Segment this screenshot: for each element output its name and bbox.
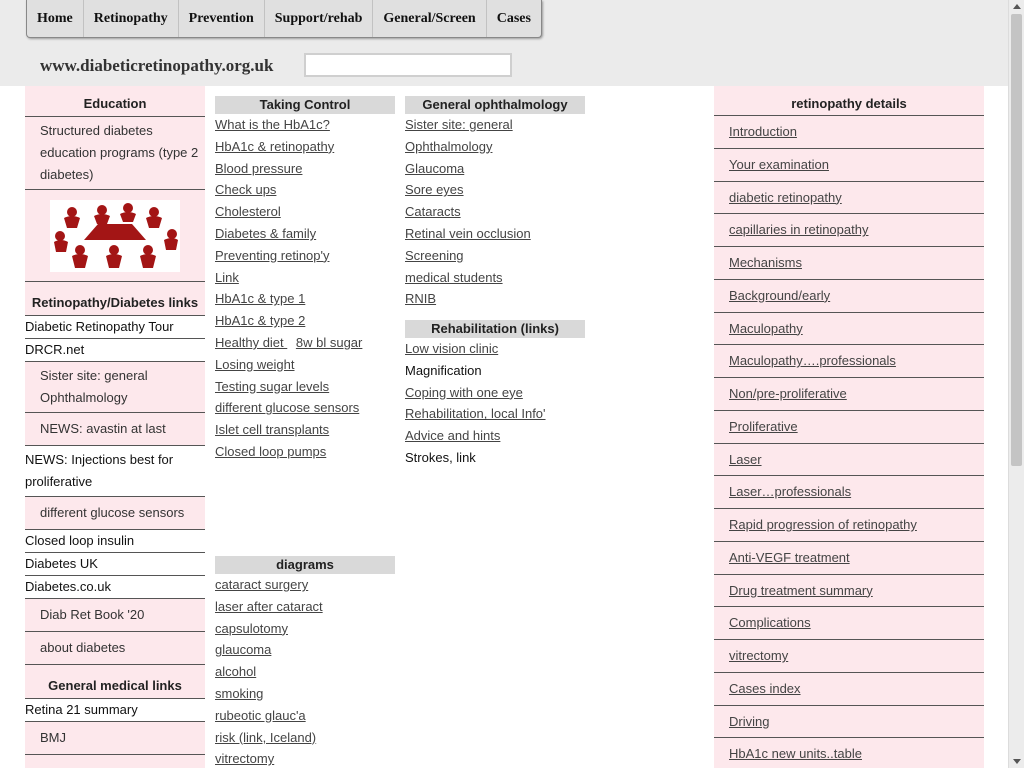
taking-control-heading: Taking Control bbox=[215, 96, 395, 114]
search-input[interactable] bbox=[304, 53, 512, 77]
details-item[interactable]: Drug treatment summary bbox=[714, 575, 984, 608]
people-group-logo-icon[interactable] bbox=[50, 200, 180, 272]
diagram-link[interactable]: glaucoma bbox=[215, 642, 272, 658]
diab-ret-book-link[interactable]: Diab Ret Book '20 bbox=[25, 599, 205, 632]
main-nav bbox=[26, 0, 542, 38]
tc-link[interactable]: Cholesterol bbox=[215, 204, 281, 220]
nav-home[interactable]: Home bbox=[37, 11, 73, 26]
details-item[interactable]: HbA1c new units..table bbox=[714, 738, 984, 768]
tc-link[interactable]: different glucose sensors bbox=[215, 400, 360, 416]
closed-loop-link[interactable]: Closed loop insulin bbox=[25, 530, 205, 553]
tc-link[interactable]: Diabetes & family bbox=[215, 225, 317, 241]
ophth-link[interactable]: Ophthalmology bbox=[405, 138, 493, 154]
about-diabetes-link[interactable]: about diabetes bbox=[25, 632, 205, 665]
coping-link[interactable]: Coping with one eye bbox=[405, 384, 523, 400]
rehabilitation-heading: Rehabilitation (links) bbox=[405, 320, 585, 338]
tc-link[interactable]: What is the HbA1c? bbox=[215, 117, 330, 132]
site-title: www.diabeticretinopathy.org.uk bbox=[40, 56, 274, 75]
diagram-link[interactable]: vitrectomy bbox=[215, 751, 275, 767]
ophth-link[interactable]: Screening bbox=[405, 247, 464, 263]
nav-support-rehab[interactable]: Support/rehab bbox=[264, 0, 373, 37]
vertical-scrollbar[interactable] bbox=[1008, 0, 1024, 768]
tc-link[interactable]: Closed loop pumps bbox=[215, 443, 327, 459]
details-item[interactable]: Cases index bbox=[714, 673, 984, 706]
bmj-link[interactable]: BMJ bbox=[25, 722, 205, 755]
ophth-link[interactable]: medical students bbox=[405, 269, 503, 285]
tc-link[interactable]: HbA1c & type 1 bbox=[215, 291, 306, 307]
tc-link[interactable]: HbA1c & type 2 bbox=[215, 313, 306, 329]
details-item[interactable]: Background/early bbox=[714, 280, 984, 313]
strokes-text: Strokes, link bbox=[405, 449, 476, 465]
tc-link[interactable]: Testing sugar levels bbox=[215, 378, 330, 394]
magnification-text: Magnification bbox=[405, 362, 482, 378]
general-ophthalmology-heading: General ophthalmology bbox=[405, 96, 585, 114]
details-item[interactable]: vitrectomy bbox=[714, 640, 984, 673]
diagram-link[interactable]: risk (link, Iceland) bbox=[215, 729, 317, 745]
links-heading: Retinopathy/Diabetes links bbox=[25, 282, 205, 316]
education-heading: Education bbox=[25, 86, 205, 117]
general-medical-heading: General medical links bbox=[25, 665, 205, 699]
news-avastin-link[interactable]: NEWS: avastin at last bbox=[25, 413, 205, 446]
healthy-diet-link[interactable]: Healthy diet bbox=[215, 334, 288, 350]
tc-link[interactable]: Islet cell transplants bbox=[215, 422, 330, 438]
ophth-link[interactable]: Retinal vein occlusion bbox=[405, 225, 531, 241]
advice-link[interactable]: Advice and hints bbox=[405, 428, 501, 444]
left-sidebar bbox=[25, 86, 205, 768]
details-item[interactable]: Your examination bbox=[714, 149, 984, 182]
nav-retinopathy[interactable]: Retinopathy bbox=[83, 0, 178, 37]
taking-control-column bbox=[215, 96, 395, 463]
tc-link[interactable]: Losing weight bbox=[215, 356, 295, 372]
tour-link[interactable]: Diabetic Retinopathy Tour bbox=[25, 316, 205, 339]
drcr-link[interactable]: DRCR.net bbox=[25, 339, 205, 362]
low-vision-link[interactable]: Low vision clinic bbox=[405, 341, 499, 356]
ophth-link[interactable]: RNIB bbox=[405, 291, 437, 307]
scrollbar-thumb[interactable] bbox=[1011, 14, 1022, 466]
bl-sugar-link[interactable]: 8w bl sugar bbox=[295, 334, 363, 350]
diagrams-heading: diagrams bbox=[215, 556, 395, 574]
nav-prevention[interactable]: Prevention bbox=[178, 0, 264, 37]
details-item[interactable]: Laser bbox=[714, 444, 984, 477]
ophth-link[interactable]: Cataracts bbox=[405, 204, 461, 220]
news-injections-link[interactable]: NEWS: Injections best for proliferative bbox=[25, 446, 205, 497]
tc-link[interactable]: HbA1c & retinopathy bbox=[215, 138, 335, 154]
details-item[interactable]: Complications bbox=[714, 607, 984, 640]
diagram-link[interactable]: alcohol bbox=[215, 664, 257, 680]
diabetes-co-link[interactable]: Diabetes.co.uk bbox=[25, 576, 205, 599]
details-item[interactable]: diabetic retinopathy bbox=[714, 182, 984, 215]
general-ophthalmology-column bbox=[405, 96, 585, 310]
details-item[interactable]: Laser…professionals bbox=[714, 476, 984, 509]
diagram-link[interactable]: capsulotomy bbox=[215, 620, 288, 636]
right-sidebar bbox=[714, 86, 984, 768]
nav-general-screen[interactable]: General/Screen bbox=[372, 0, 485, 37]
nav-cases[interactable]: Cases bbox=[486, 0, 541, 37]
details-item[interactable]: Maculopathy bbox=[714, 313, 984, 346]
details-item[interactable]: capillaries in retinopathy bbox=[714, 214, 984, 247]
diagram-link[interactable]: rubeotic glauc'a bbox=[215, 707, 306, 723]
details-item[interactable]: Proliferative bbox=[714, 411, 984, 444]
tc-link[interactable]: Check ups bbox=[215, 182, 277, 198]
sister-site-link[interactable]: Sister site: general Ophthalmology bbox=[25, 362, 205, 413]
details-item[interactable]: Mechanisms bbox=[714, 247, 984, 280]
rehabilitation-column bbox=[405, 320, 585, 469]
diagram-link[interactable]: smoking bbox=[215, 685, 264, 701]
details-item[interactable]: Non/pre-proliferative bbox=[714, 378, 984, 411]
ophth-link[interactable]: Sore eyes bbox=[405, 182, 464, 198]
ophth-link[interactable]: Sister site: general bbox=[405, 117, 513, 132]
diagrams-column bbox=[215, 556, 395, 768]
tc-link[interactable]: Blood pressure bbox=[215, 160, 303, 176]
tc-link[interactable]: Link bbox=[215, 269, 239, 285]
tc-link[interactable]: Preventing retinop'y bbox=[215, 247, 330, 263]
retinopathy-details-heading: retinopathy details bbox=[714, 86, 984, 116]
diabetes-uk-link[interactable]: Diabetes UK bbox=[25, 553, 205, 576]
details-item[interactable]: Rapid progression of retinopathy bbox=[714, 509, 984, 542]
scroll-up-arrow-icon[interactable] bbox=[1013, 4, 1021, 9]
scroll-down-arrow-icon[interactable] bbox=[1013, 759, 1021, 764]
structured-education-link[interactable]: Structured diabetes education programs (type 2 diabetes) bbox=[25, 117, 205, 190]
details-item[interactable]: Anti-VEGF treatment bbox=[714, 542, 984, 575]
diagram-link[interactable]: cataract surgery bbox=[215, 577, 309, 592]
rehab-local-link[interactable]: Rehabilitation, local Info' bbox=[405, 406, 546, 422]
ophth-link[interactable]: Glaucoma bbox=[405, 160, 465, 176]
details-item[interactable]: Maculopathy….professionals bbox=[714, 345, 984, 378]
healthy-diet-row bbox=[215, 332, 395, 354]
retina21-link[interactable]: Retina 21 summary bbox=[25, 699, 205, 722]
logo-container bbox=[25, 190, 205, 282]
diagram-link[interactable]: laser after cataract bbox=[215, 598, 323, 614]
details-item[interactable]: Introduction bbox=[714, 116, 984, 149]
details-item[interactable]: Driving bbox=[714, 706, 984, 739]
glucose-sensors-link[interactable]: different glucose sensors bbox=[25, 497, 205, 530]
